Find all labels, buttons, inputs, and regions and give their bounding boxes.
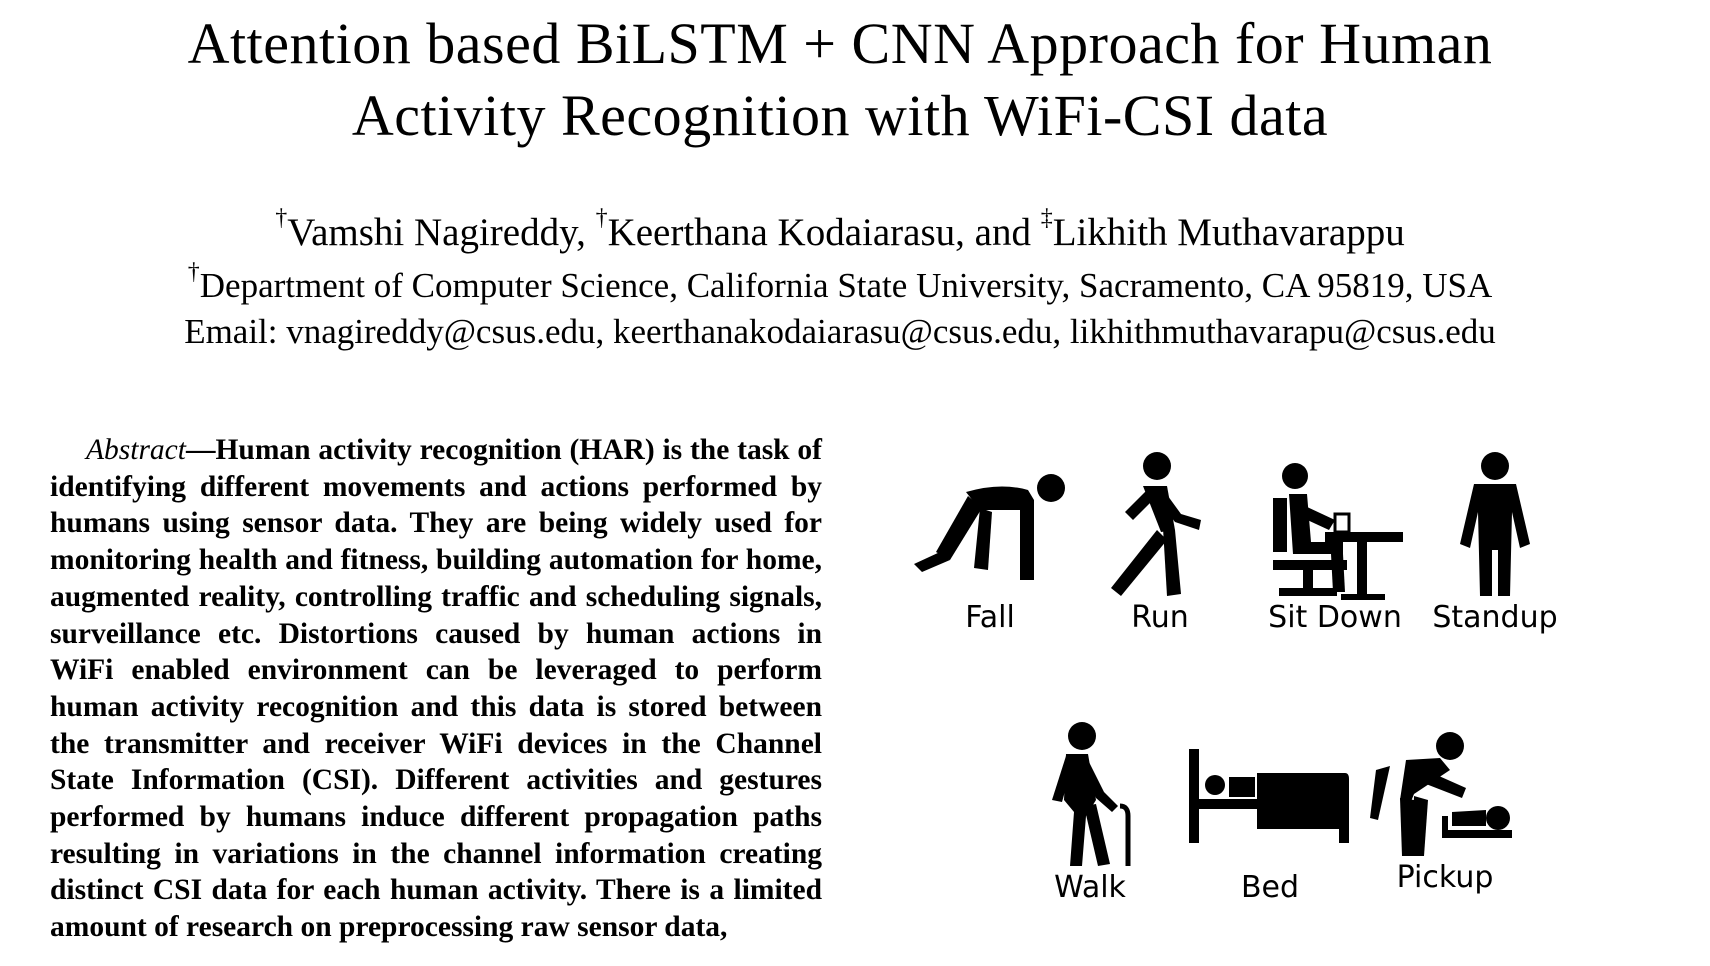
activity-label: Bed	[1240, 870, 1300, 905]
affiliation-text: Department of Computer Science, California State University, Sacramento, CA 95819, USA	[199, 266, 1493, 305]
author-2-mark: †	[595, 205, 608, 231]
standup-icon	[1450, 450, 1540, 600]
activity-label: Sit Down	[1268, 600, 1402, 635]
activity-fall	[910, 460, 1070, 635]
walk-icon	[1030, 720, 1140, 870]
sit-down-icon	[1265, 460, 1405, 600]
activity-figure	[880, 430, 1600, 950]
activity-label: Walk	[1054, 870, 1126, 905]
activity-label: Pickup	[1396, 860, 1494, 895]
email-line: Email: vnagireddy@csus.edu, keerthanakodaiarasu@csus.edu, likhithmuthavarapu@csus.edu	[184, 312, 1496, 351]
title-line-1: Attention based BiLSTM + CNN Approach for Human	[187, 11, 1493, 76]
bed-icon	[1185, 745, 1350, 855]
fall-icon	[910, 460, 1070, 590]
author-2: Keerthana Kodaiarasu, and	[607, 211, 1041, 254]
activity-bed	[1185, 745, 1350, 905]
author-3-mark: ‡	[1040, 205, 1053, 231]
abstract-lead: Abstract	[86, 434, 186, 466]
abstract	[50, 432, 822, 946]
activity-label: Run	[1131, 600, 1189, 635]
activity-label: Standup	[1432, 600, 1558, 635]
author-1-mark: †	[275, 205, 288, 231]
title-line-2: Activity Recognition with WiFi-CSI data	[351, 83, 1329, 148]
activity-pickup	[1370, 730, 1515, 895]
activity-walk	[1030, 720, 1140, 905]
abstract-body: —Human activity recognition (HAR) is the task of identifying different movements and actions performed by humans using sensor data. They are being widely used for monitoring health and fitness, building automation for home, augmented reality, controlling traffic and scheduling signals, surveillance etc. Distortions caused by human actions in WiFi enabled environment can be leveraged to perform human activity recognition and this data is stored between the transmitter and receiver WiFi devices in the Channel State Information (CSI). Different activities and gestures performed by humans induce different propagation paths resulting in variations in the channel information creating distinct CSI data for each human activity. There is a limited amount of research on preprocessing raw sensor data,	[50, 434, 822, 944]
activity-run	[1105, 450, 1215, 635]
activity-standup	[1432, 450, 1558, 635]
activity-sit-down	[1265, 460, 1405, 635]
run-icon	[1105, 450, 1215, 600]
author-3: Likhith Muthavarappu	[1052, 211, 1405, 254]
affiliation	[0, 259, 1680, 308]
affiliation-mark: †	[187, 259, 200, 285]
author-list	[0, 205, 1680, 256]
author-1: Vamshi Nagireddy,	[287, 211, 596, 254]
activity-label: Fall	[965, 600, 1015, 635]
pickup-icon	[1370, 730, 1515, 860]
paper-title	[0, 8, 1680, 152]
